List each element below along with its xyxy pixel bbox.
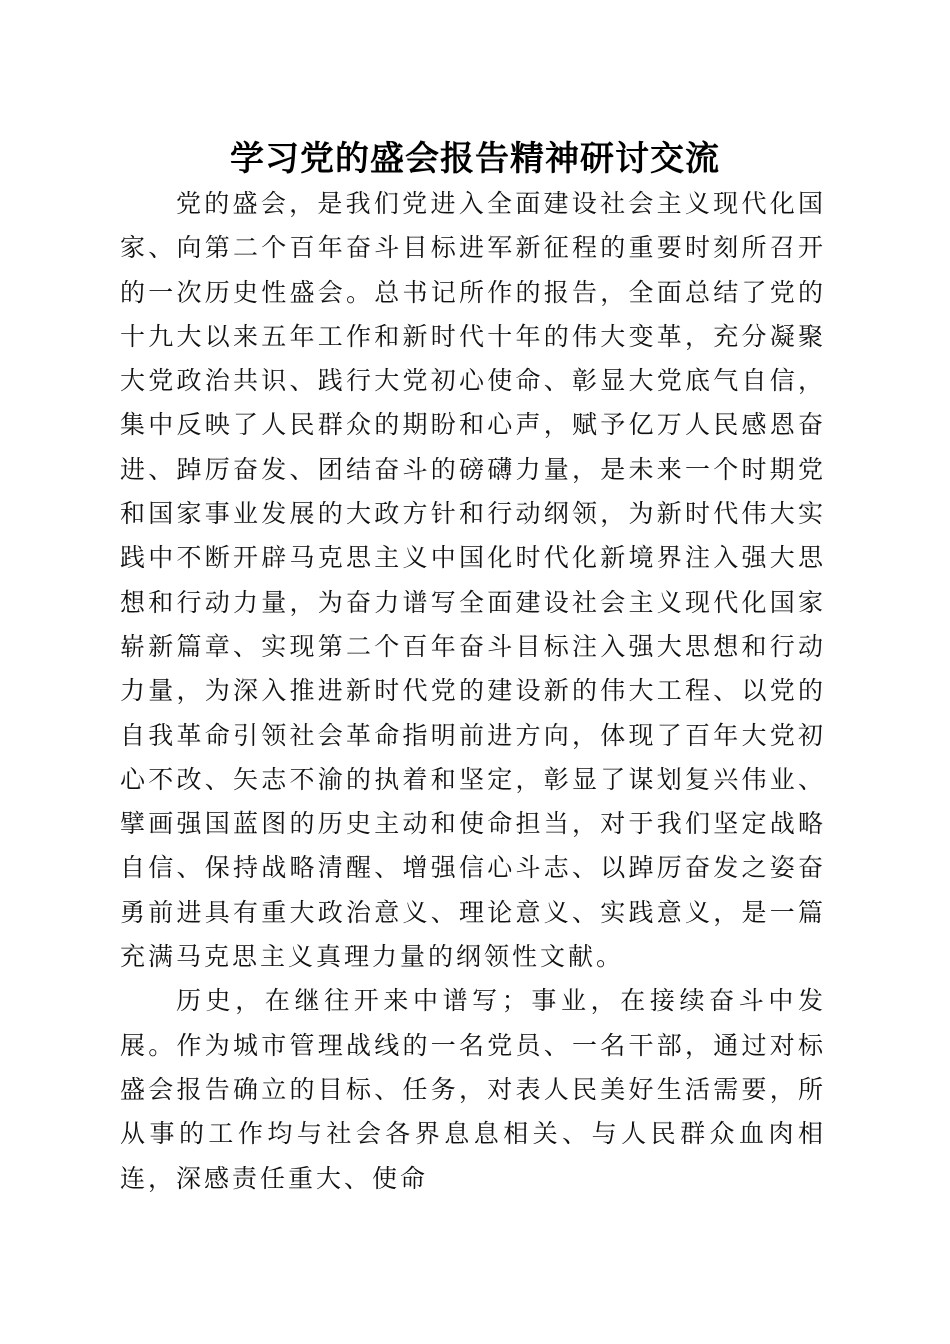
document-title: 学习党的盛会报告精神研讨交流	[230, 139, 720, 179]
document-body	[120, 182, 826, 1201]
paragraph-2: 历史，在继往开来中谱写；事业，在接续奋斗中发展。作为城市管理战线的一名党员、一名干部，通过对标盛会报告确立的目标、任务，对表人民美好生活需要，所从事的工作均与社会各界息息相关、与人民群众血肉相连，深感责任重大、使命	[120, 986, 826, 1193]
paragraph-1: 党的盛会，是我们党进入全面建设社会主义现代化国家、向第二个百年奋斗目标进军新征程的重要时刻所召开的一次历史性盛会。总书记所作的报告，全面总结了党的十九大以来五年工作和新时代十年的伟大变革，充分凝聚大党政治共识、践行大党初心使命、彰显大党底气自信，集中反映了人民群众的期盼和心声，赋予亿万人民感恩奋进、踔厉奋发、团结奋斗的磅礴力量，是未来一个时期党和国家事业发展的大政方针和行动纲领，为新时代伟大实践中不断开辟马克思主义中国化时代化新境界注入强大思想和行动力量，为奋力谱写全面建设社会主义现代化国家崭新篇章、实现第二个百年奋斗目标注入强大思想和行动力量，为深入推进新时代党的建设新的伟大工程、以党的自我革命引领社会革命指明前进方向，体现了百年大党初心不改、矢志不渝的执着和坚定，彰显了谋划复兴伟业、擘画强国蓝图的历史主动和使命担当，对于我们坚定战略自信、保持战略清醒、增强信心斗志、以踔厉奋发之姿奋勇前进具有重大政治意义、理论意义、实践意义，是一篇充满马克思主义真理力量的纲领性文献。	[120, 189, 826, 972]
